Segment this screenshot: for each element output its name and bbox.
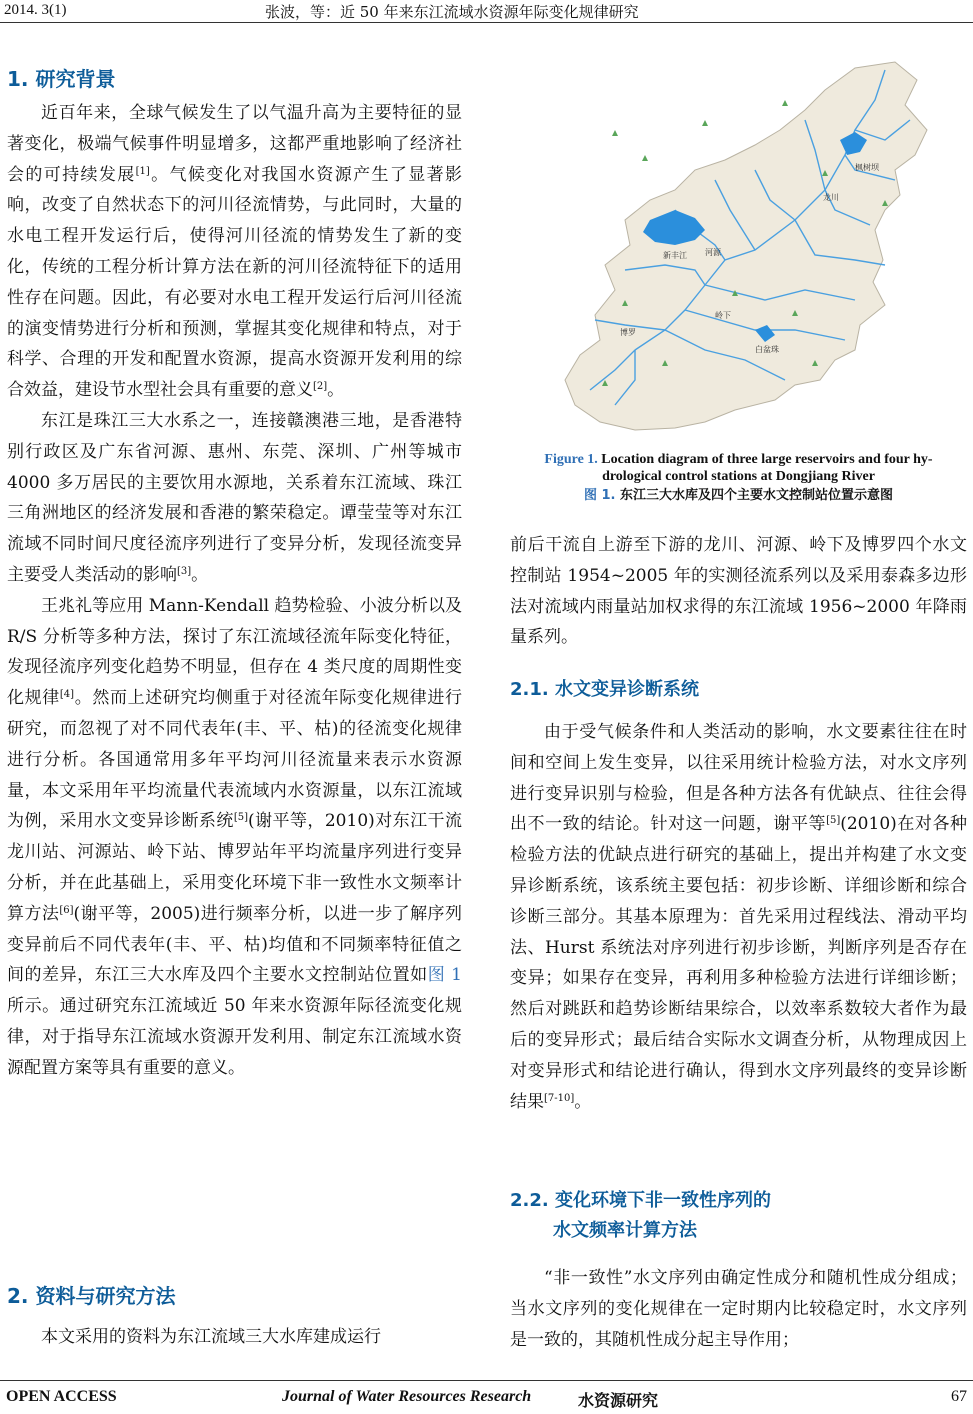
dongjiang-basin-map <box>555 60 945 435</box>
paragraph-4: 本文采用的资料为东江流域三大水库建成运行 <box>41 1327 381 1347</box>
station-label-fengshuba: 枫树坝 <box>855 163 879 172</box>
paragraph-1: 近百年来，全球气候发生了以气温升高为主要特征的显著变化，极端气候事件明显增多，这都严重地影响了经济社会的可持续发展[1]。气候变化对我国水资源产生了显著影响，改变了自然状态下的河川径流情势，与此同时，大量的水电工程开发运行后，使得河川径流的情势发生了新的变化，传统的工程分析计算方法在新的河川径流特征下的适用性存在问题。因此，有必要对水电工程开发运行后河川径流的演变情势进行分析和预测，掌握其变化规律和特点，对于科学、合理的开发和配置水资源，提高水资源开发利用的综合效益，建设节水型社会具有重要的意义[2]。 <box>7 103 463 401</box>
open-access-label: OPEN ACCESS <box>6 1388 117 1405</box>
section-2-heading: 2. 资料与研究方法 <box>7 1284 176 1308</box>
paragraph-3: 王兆礼等应用 Mann-Kendall 趋势检验、小波分析以及 R/S 分析等多种方法，探讨了东江流域径流年际变化特征，发现径流序列变化趋势不明显，但存在 4 类尺度的周期性变化规律[4]。然而上述研究均侧重于对径流年际变化规律进行研究，而忽视了对不同代表年(丰、平、枯)的径流变化规律进行分析。各国通常用多年平均河川径流量来表示水资源量，本文采用年平均流量代表流域内水资源量，以东江流域为例，采用水文变异诊断系统[5](谢平等，2010)对东江干流龙川站、河源站、岭下站、博罗站年平均流量序列进行变异分析，并在此基础上，采用变化环境下非一致性水文频率计算方法[6](谢平等，2005)进行频率分析，以进一步了解序列变异前后不同代表年(丰、平、枯)均值和不同频率特征值之间的差异，东江三大水库及四个主要水文控制站位置如图 1 所示。通过研究东江流域近 50 年来水资源年际径流变化规律，对于指导东江流域水资源开发利用、制定东江流域水资源配置方案等具有重要的意义。 <box>7 595 463 1078</box>
station-label-lingxia: 岭下 <box>715 311 731 320</box>
figure-caption-cn: 图 1. 东江三大水库及四个主要水文控制站位置示意图 <box>583 488 894 503</box>
station-label-boluo: 博罗 <box>620 328 636 337</box>
right-column-mid <box>510 717 967 1117</box>
paragraph-7: “非一致性”水文序列由确定性成分和随机性成分组成；当水文序列的变化规律在一定时期内比较稳定时，水文序列是一致的，其随机性成分起主导作用； <box>510 1268 967 1350</box>
section-2-2-heading: 2.2. 变化环境下非一致性序列的 水文频率计算方法 <box>510 1190 771 1241</box>
station-label-heyuan: 河源 <box>705 248 721 257</box>
page-header <box>0 0 973 23</box>
station-label-longchuan: 龙川 <box>823 193 839 202</box>
station-label-xinfengjiang: 新丰江 <box>663 251 687 260</box>
citation[interactable]: [2] <box>313 381 328 393</box>
page-footer <box>0 1380 973 1414</box>
figure-link[interactable]: 图 1 <box>427 965 462 986</box>
figure-label-cn: 图 1. <box>583 488 616 503</box>
basin-outline <box>565 62 927 430</box>
page-number: 67 <box>951 1388 967 1405</box>
citation[interactable]: [7-10] <box>544 1092 575 1104</box>
journal-name-cn: 水资源研究 <box>578 1391 659 1410</box>
running-title: 张波，等：近 50 年来东江流域水资源年际变化规律研究 <box>265 3 639 21</box>
citation[interactable]: [3] <box>177 565 192 577</box>
figure-label: Figure 1. <box>544 452 598 467</box>
station-label-baipenzhu: 白盆珠 <box>755 345 779 354</box>
journal-name: Journal of Water Resources Research <box>282 1388 532 1405</box>
figure-caption-en: Figure 1. Location diagram of three large reservoirs and four hy- drological control stations at Dongjiang River <box>544 452 933 484</box>
citation[interactable]: [6] <box>59 904 74 916</box>
paragraph-5: 前后干流自上游至下游的龙川、河源、岭下及博罗四个水文控制站 1954~2005 年的实测径流系列以及采用泰森多边形法对流域内雨量站加权求得的东江流域 1956~2000 年降雨量系列。 <box>510 535 967 648</box>
citation[interactable]: [5] <box>826 815 841 827</box>
citation[interactable]: [5] <box>233 812 248 824</box>
issue-number: 2014. 3(1) <box>4 2 67 18</box>
right-column-top <box>510 530 967 653</box>
right-column-bottom <box>510 1263 967 1355</box>
paragraph-6: 由于受气候条件和人类活动的影响，水文要素往往在时间和空间上发生变异，以往采用统计检验方法，对水文序列进行变异识别与检验，但是各种方法各有优缺点、往往会得出不一致的结论。针对这一问题，谢平等[5](2010)在对各种检验方法的优缺点进行研究的基础上，提出并构建了水文变异诊断系统，该系统主要包括：初步诊断、详细诊断和综合诊断三部分。其基本原理为：首先采用过程线法、滑动平均法、Hurst 系统法对序列进行初步诊断，判断序列是否存在变异；如果存在变异，再利用多种检验方法进行详细诊断；然后对跳跃和趋势诊断结果综合，以效率系数较大者作为最后的变异形式；最后结合实际水文调查分析，从物理成因上对变异形式和结论进行确认，得到水文序列最终的变异诊断结果[7-10]。 <box>510 722 967 1112</box>
section-2-1-heading: 2.1. 水文变异诊断系统 <box>510 679 699 700</box>
citation[interactable]: [4] <box>59 689 75 701</box>
paragraph-2: 东江是珠江三大水系之一，连接赣澳港三地，是香港特别行政区及广东省河源、惠州、东莞、深圳、广州等城市 4000 多万居民的主要饮用水源地，关系着东江流域、珠江三角洲地区的经济发展和香港的繁荣稳定。谭莹莹等对东江流域不同时间尺度径流序列进行了变异分析，发现径流变异主要受人类活动的影响[3]。 <box>7 410 462 585</box>
left-column-bottom <box>7 1322 462 1353</box>
left-column <box>7 98 462 1084</box>
citation[interactable]: [1] <box>135 165 150 177</box>
section-1-heading: 1. 研究背景 <box>7 67 116 91</box>
